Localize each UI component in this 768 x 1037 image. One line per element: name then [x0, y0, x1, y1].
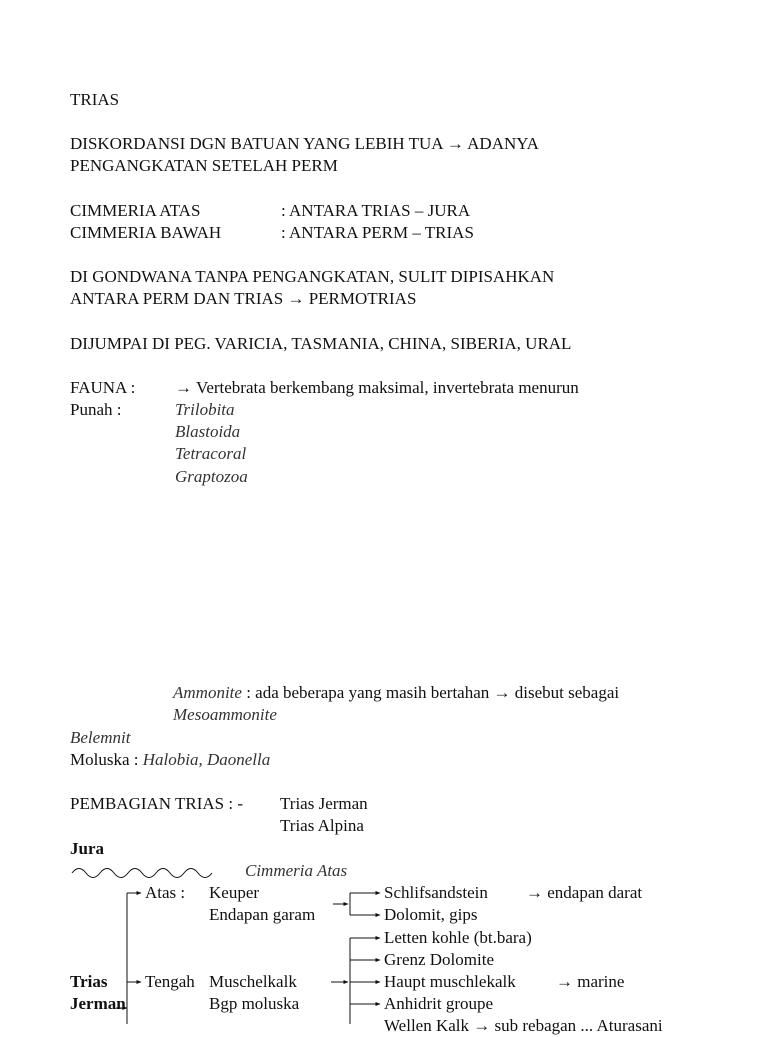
ammonite-name: Ammonite: [173, 683, 242, 702]
diagram-schlifsandstein: Schlifsandstein: [384, 883, 488, 902]
diagram-dolomit: Dolomit, gips: [384, 905, 478, 924]
diagram-jura-label: Jura: [70, 839, 104, 858]
diagram-cimmeria-atas-label: Cimmeria Atas: [245, 861, 348, 880]
punah-item-graptozoa: Graptozoa: [175, 467, 248, 486]
diagram-anhidrit: Anhidrit groupe: [384, 994, 494, 1013]
diagram-marine: → marine: [556, 972, 625, 991]
pembagian-item-jerman: Trias Jerman: [280, 794, 368, 813]
gondwana-line-2: ANTARA PERM DAN TRIAS → PERMOTRIAS: [70, 289, 417, 308]
diagram-wellen-cutoff: Wellen Kalk → sub rebagan ... Aturasani: [384, 1016, 663, 1035]
moluska-label: Moluska :: [70, 750, 143, 769]
punah-item-trilobita: Trilobita: [175, 400, 235, 419]
diagram-grenz: Grenz Dolomite: [384, 950, 494, 969]
punah-item-tetracoral: Tetracoral: [175, 444, 247, 463]
ammonite-line-2: Mesoammonite: [173, 705, 277, 724]
page-title: TRIAS: [70, 90, 120, 109]
ammonite-text: : ada beberapa yang masih bertahan → disebut sebagai: [241, 683, 620, 702]
punah-item-blastoida: Blastoida: [175, 422, 241, 441]
diskordansi-line-2: PENGANGKATAN SETELAH PERM: [70, 156, 338, 175]
diagram-endapan-darat: → endapan darat: [526, 883, 643, 902]
moluska-species: Halobia, Daonella: [142, 750, 271, 769]
cimmeria-bawah-label: CIMMERIA BAWAH: [70, 223, 222, 242]
diagram-bgp-moluska: Bgp moluska: [209, 994, 300, 1013]
diagram-muschelkalk: Muschelkalk: [209, 972, 297, 991]
diagram-tengah-label: Tengah: [145, 972, 195, 991]
diskordansi-line-1: DISKORDANSI DGN BATUAN YANG LEBIH TUA → ADANYA: [70, 134, 539, 153]
cimmeria-bawah-value: : ANTARA PERM – TRIAS: [281, 223, 474, 242]
pembagian-label: PEMBAGIAN TRIAS : -: [70, 794, 244, 813]
cimmeria-atas-value: : ANTARA TRIAS – JURA: [281, 201, 471, 220]
diagram-keuper: Keuper: [209, 883, 260, 902]
fauna-text: → Vertebrata berkembang maksimal, invertebrata menurun: [175, 378, 579, 397]
diagram-letten: Letten kohle (bt.bara): [384, 928, 532, 947]
diagram-haupt: Haupt muschlekalk: [384, 972, 516, 991]
pembagian-item-alpina: Trias Alpina: [280, 816, 364, 835]
cimmeria-atas-label: CIMMERIA ATAS: [70, 201, 201, 220]
gondwana-line-1: DI GONDWANA TANPA PENGANGKATAN, SULIT DIPISAHKAN: [70, 267, 555, 286]
diagram-endapan-garam: Endapan garam: [209, 905, 316, 924]
unconformity-wavy-line: [72, 869, 212, 878]
diagram-trias-label: Trias: [70, 972, 108, 991]
punah-label: Punah :: [70, 400, 122, 419]
belemnit-text: Belemnit: [70, 728, 131, 747]
diagram-jerman-label: Jerman: [70, 994, 126, 1013]
dijumpai-text: DIJUMPAI DI PEG. VARICIA, TASMANIA, CHINA, SIBERIA, URAL: [70, 334, 572, 353]
diagram-atas-label: Atas :: [145, 883, 186, 902]
fauna-label: FAUNA :: [70, 378, 136, 397]
